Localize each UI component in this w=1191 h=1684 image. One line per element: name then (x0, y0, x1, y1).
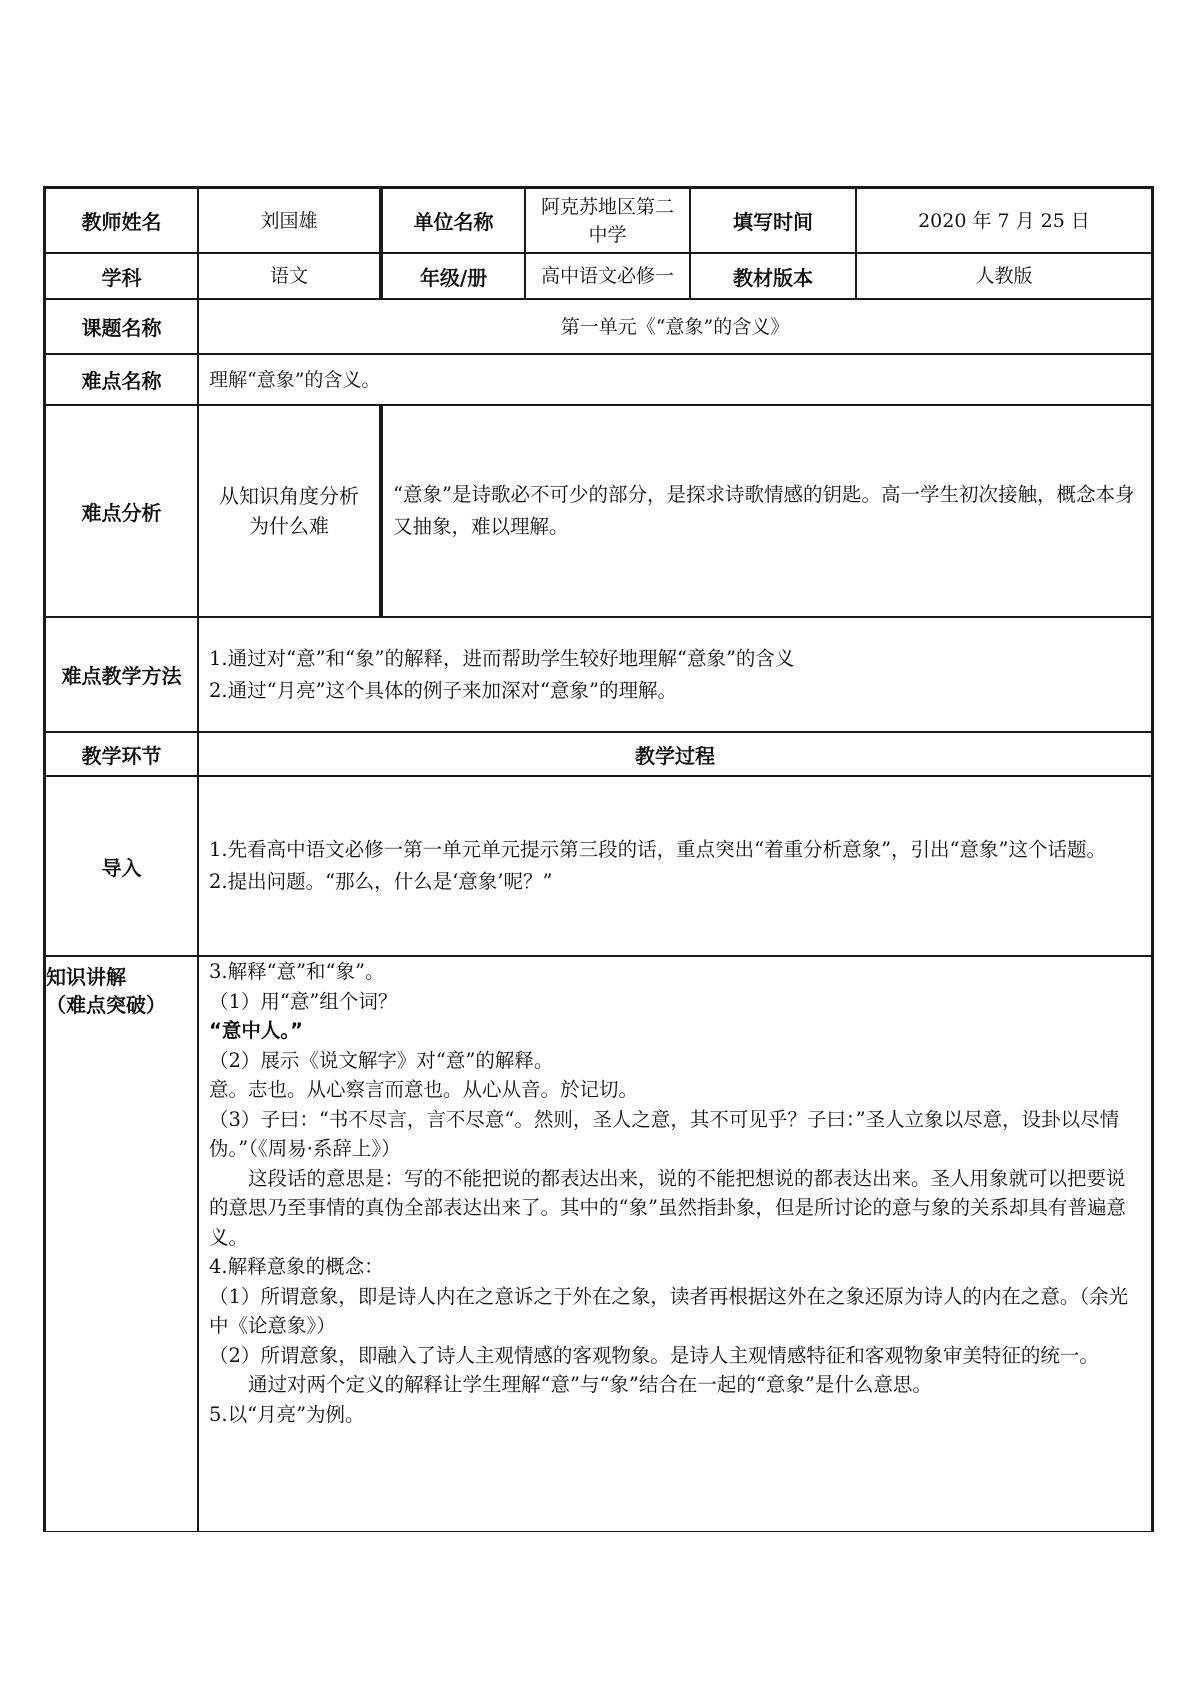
knowledge-line-2: （1）用“意”组个词？ (209, 989, 398, 1013)
intro-line-2: 2.提出问题。“那么，什么是‘意象’呢？” (209, 870, 553, 893)
edition-label: 教材版本 (690, 253, 856, 299)
knowledge-line-8: 4.解释意象的概念： (209, 1255, 384, 1278)
knowledge-line-11: 通过对两个定义的解释让学生理解“意”与“象”结合在一起的“意象”是什么意思。 (248, 1373, 932, 1396)
fill-date-label: 填写时间 (690, 186, 856, 253)
edition-value: 人教版 (856, 253, 1154, 299)
topic-label: 课题名称 (43, 299, 198, 354)
method-line-2: 2.通过“月亮”这个具体的例子来加深对“意象”的理解。 (209, 678, 677, 702)
teacher-name-label: 教师姓名 (43, 186, 198, 253)
method-line-1: 1.通过对“意”和“象”的解释，进而帮助学生较好地理解“意象”的含义 (209, 646, 795, 670)
knowledge-label-line-1: 知识讲解 (46, 965, 126, 989)
knowledge-line-3: “意中人。” (209, 1019, 303, 1042)
knowledge-label (43, 956, 198, 1532)
difficulty-label: 难点名称 (43, 354, 198, 405)
knowledge-line-1: 3.解释“意”和“象”。 (209, 960, 385, 983)
analysis-text: “意象”是诗歌必不可少的部分，是探求诗歌情感的钥匙。高一学生初次接触，概念本身又抽象，难以理解。 (382, 405, 1154, 617)
intro-content (198, 776, 1154, 956)
teaching-process-header: 教学过程 (198, 732, 1154, 776)
knowledge-line-10: （2）所谓意象，即融入了诗人主观情感的客观物象。是诗人主观情感特征和客观物象审美特征的统一。 (209, 1343, 1099, 1367)
knowledge-line-4: （2）展示《说文解字》对“意”的解释。 (209, 1048, 554, 1072)
method-label: 难点教学方法 (43, 617, 198, 732)
method-content (198, 617, 1154, 732)
grade-value: 高中语文必修一 (525, 253, 690, 299)
subject-label: 学科 (43, 253, 198, 299)
intro-line-1: 1.先看高中语文必修一第一单元单元提示第三段的话，重点突出“着重分析意象”，引出“意象”这个话题。 (209, 838, 1106, 861)
fill-date-value: 2020 年 7 月 25 日 (856, 186, 1154, 253)
unit-name-label: 单位名称 (382, 186, 525, 253)
knowledge-content (198, 956, 1154, 1532)
subject-value: 语文 (198, 253, 382, 299)
knowledge-line-6: （3）子曰：“书不尽言，言不尽意“。然则，圣人之意，其不可见乎？子曰：”圣人立象以尽意，设卦以尽情伪。”（《周易·系辞上》） (209, 1107, 1120, 1160)
knowledge-line-9: （1）所谓意象，即是诗人内在之意诉之于外在之象，读者再根据这外在之象还原为诗人的内在之意。（余光中《论意象》） (209, 1284, 1129, 1337)
knowledge-label-line-2: （难点突破） (46, 993, 166, 1017)
intro-label: 导入 (43, 776, 198, 956)
analysis-label: 难点分析 (43, 405, 198, 617)
unit-name-value: 阿克苏地区第二中学 (525, 186, 690, 253)
knowledge-line-12: 5.以“月亮”为例。 (209, 1402, 365, 1426)
lesson-plan-table (43, 186, 1154, 1532)
grade-label: 年级/册 (382, 253, 525, 299)
knowledge-line-5: 意。志也。从心察言而意也。从心从音。於记切。 (209, 1078, 639, 1101)
teaching-stage-header: 教学环节 (43, 732, 198, 776)
difficulty-value: 理解“意象”的含义。 (198, 354, 1154, 405)
topic-value: 第一单元《“意象”的含义》 (198, 299, 1154, 354)
knowledge-line-7: 这段话的意思是：写的不能把说的都表达出来，说的不能把想说的都表达出来。圣人用象就可以把要说的意思乃至事情的真伪全部表达出来了。其中的“象”虽然指卦象，但是所讨论的意与象的关系却具有普遍意义。 (209, 1166, 1126, 1249)
analysis-sub-label: 从知识角度分析为什么难 (198, 405, 382, 617)
teacher-name-value: 刘国雄 (198, 186, 382, 253)
